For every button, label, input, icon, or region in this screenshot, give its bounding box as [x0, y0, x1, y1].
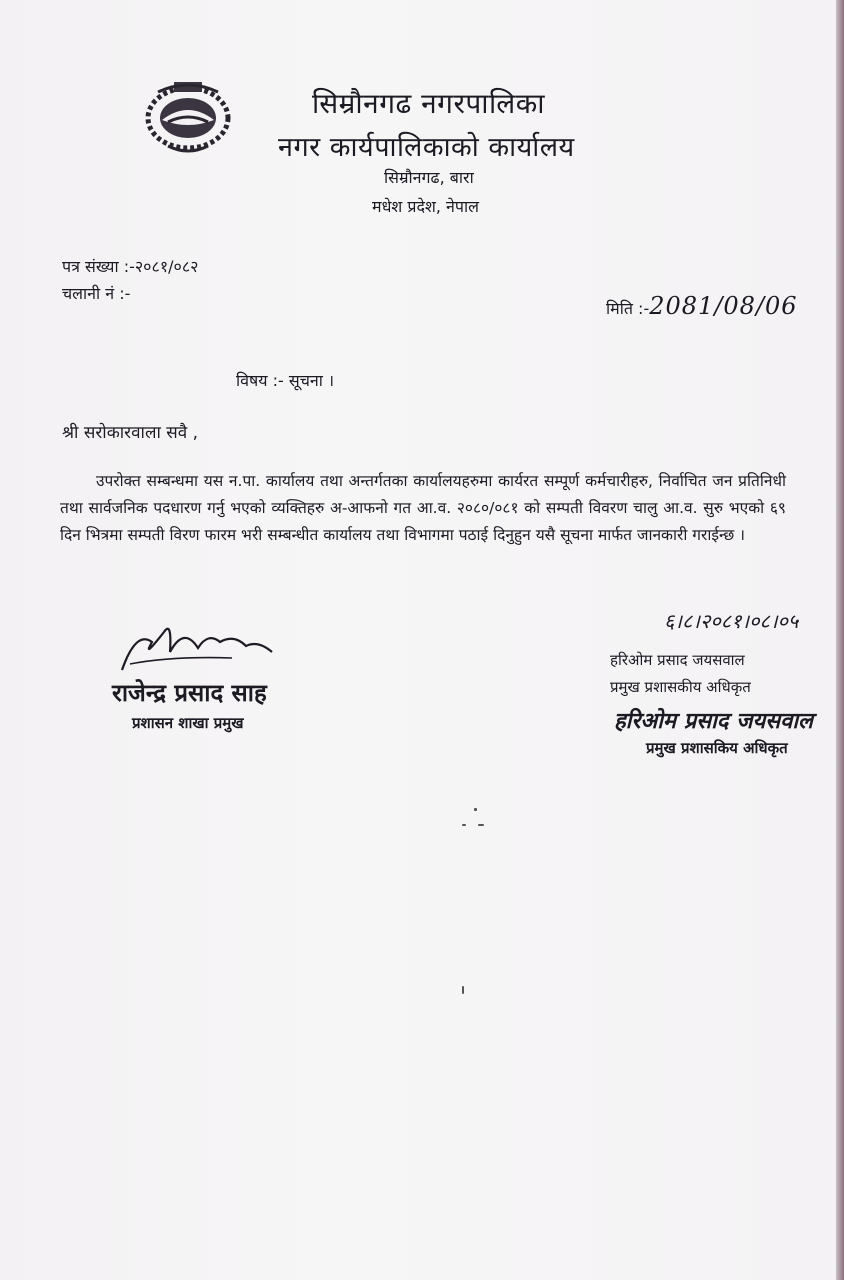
- date-handwritten: 2081/08/06: [649, 292, 798, 320]
- letter-subject: विषय :- सूचना ।: [236, 371, 335, 390]
- right-signatory-title: प्रमुख प्रशासकीय अधिकृत: [610, 678, 751, 696]
- dispatch-number: चलानी नं :-: [62, 284, 131, 303]
- right-signatory-name: हरिओम प्रसाद जयसवाल: [610, 651, 745, 669]
- paper-speck: [478, 824, 484, 826]
- government-emblem-icon: [138, 74, 238, 158]
- letter-date: [606, 292, 798, 320]
- municipality-title: सिम्रौनगढ नगरपालिका: [312, 87, 546, 120]
- left-stamp-title: प्रशासन शाखा प्रमुख: [132, 714, 244, 732]
- letter-body: उपरोक्त सम्बन्धमा यस न.पा. कार्यालय तथा अन्तर्गतका कार्यालयहरुमा कार्यरत सम्पूर्ण कर्मचारीहरु, निर्वाचित जन प्रतिनिधी तथा सार्वजनिक पदधारण गर्नु भएको व्यक्तिहरु अ-आफनो गत आ.व. २०८०/०८१ को सम्पती विवरण चालु आ.व. सुरु भएको ६९ दिन भित्रमा सम्पती विरण फारम भरी सम्बन्धीत कार्यालय तथा विभागमा पठाई दिनुहुन यसै सूचना मार्फत जानकारी गराईन्छ ।: [60, 472, 786, 544]
- left-signature-icon: [112, 612, 292, 682]
- date-label: मिति :-: [606, 299, 650, 318]
- address-line-2: मधेश प्रदेश, नेपाल: [372, 197, 479, 216]
- reference-number: पत्र संख्या :-२०८१/०८२: [62, 257, 199, 276]
- right-stamp-title: प्रमुख प्रशासकिय अधिकृत: [646, 739, 788, 757]
- right-stamp-name: हरिओम प्रसाद जयसवाल: [614, 709, 813, 734]
- right-handwritten-note: ६।८।२०८१।०८।०५: [664, 609, 799, 633]
- page-edge: [836, 0, 844, 1280]
- paper-speck: [462, 986, 464, 994]
- paper-speck: [462, 824, 466, 826]
- paper-speck: [474, 808, 477, 811]
- address-line-1: सिम्रौनगढ, बारा: [384, 168, 474, 187]
- office-title: नगर कार्यपालिकाको कार्यालय: [278, 132, 575, 163]
- letter-salutation: श्री सरोकारवाला सवै ,: [62, 423, 199, 443]
- left-stamp-name: राजेन्द्र प्रसाद साह: [112, 679, 267, 707]
